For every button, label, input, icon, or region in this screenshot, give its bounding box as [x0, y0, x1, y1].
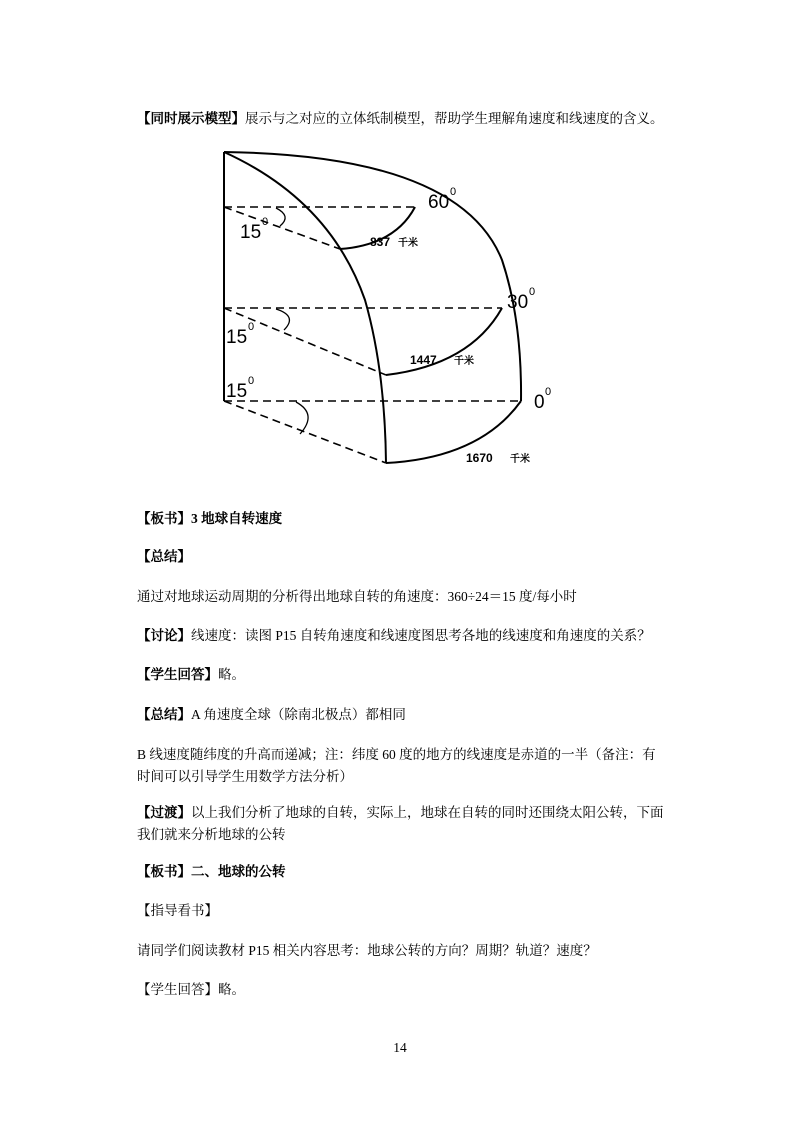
b5-text: 略。 [218, 667, 245, 682]
b5-tag: 【学生回答】 [137, 667, 218, 682]
dash-0-radius [224, 401, 386, 463]
b12-text: 略。 [218, 982, 245, 997]
b9-text: 二、地球的公转 [191, 864, 286, 879]
label-30: 30 [507, 292, 529, 313]
b9-tag: 【板书】 [137, 864, 191, 879]
dash-30-radius [224, 308, 386, 375]
label-0: 0 [534, 392, 545, 413]
intro-text: 展示与之对应的立体纸制模型，帮助学生理解角速度和线速度的含义。 [245, 111, 664, 126]
outer-arc [224, 152, 521, 401]
b4-tag: 【讨论】 [137, 628, 191, 643]
angular-speed-paragraph [137, 586, 577, 608]
angle-label-b: 15 [226, 327, 248, 348]
intro-tag: 【同时展示模型】 [137, 111, 245, 126]
intro-paragraph [137, 108, 664, 130]
angle-label-c: 15 [226, 381, 248, 402]
angle-label-a-degree: 0 [262, 216, 269, 228]
summary-b [137, 744, 667, 788]
reading-question [137, 940, 597, 962]
b1-tag: 【板书】 [137, 511, 191, 526]
b1-text: 3 地球自转速度 [191, 511, 283, 526]
summary-a [137, 704, 406, 726]
page-number: 14 [393, 1040, 407, 1055]
b12-tag: 【学生回答】 [137, 982, 218, 997]
board-heading-2 [137, 861, 286, 883]
student-answer-2 [137, 979, 245, 1001]
label-0-degree: 0 [545, 386, 552, 398]
label-30-degree: 0 [529, 286, 536, 298]
summary-heading [137, 546, 191, 568]
b7-text: B 线速度随纬度的升高而递减；注：纬度 60 度的地方的线速度是赤道的一半（备注：有时间可以引导学生用数学方法分析） [137, 747, 656, 784]
b8-text: 以上我们分析了地球的自转，实际上，地球在自转的同时还围绕太阳公转，下面我们就来分析地球的公转 [137, 805, 664, 842]
angle-mark-30 [276, 309, 289, 330]
b8-tag: 【过渡】 [137, 805, 191, 820]
angle-label-b-degree: 0 [248, 321, 255, 333]
student-answer-1 [137, 664, 245, 686]
angle-label-c-degree: 0 [248, 375, 255, 387]
b6-text: A 角速度全球（除南北极点）都相同 [191, 707, 406, 722]
label-60: 60 [428, 192, 450, 213]
b4-text: 线速度：读图 P15 自转角速度和线速度图思考各地的线速度和角速度的关系？ [191, 628, 651, 643]
angle-mark-60 [276, 208, 285, 226]
b3-text: 通过对地球运动周期的分析得出地球自转的角速度：360÷24＝15 度/每小时 [137, 589, 577, 604]
b6-tag: 【总结】 [137, 707, 191, 722]
guided-reading-heading [137, 900, 218, 922]
speed-30-value: 1447 [410, 353, 437, 367]
b11-text: 请同学们阅读教材 P15 相关内容思考：地球公转的方向？周期？轨道？速度？ [137, 943, 597, 958]
bottom-arc [386, 401, 521, 463]
speed-0-unit: 千米 [510, 454, 530, 465]
b2-tag: 【总结】 [137, 549, 191, 564]
arc-30 [386, 308, 502, 375]
board-heading-1 [137, 508, 282, 530]
discussion-paragraph [137, 625, 651, 647]
speed-60-unit: 千米 [398, 238, 418, 249]
speed-60-value: 837 [370, 235, 391, 249]
speed-0-value: 1670 [466, 451, 493, 465]
speed-30-unit: 千米 [454, 356, 474, 367]
b10-tag: 【指导看书】 [137, 903, 218, 918]
label-60-degree: 0 [450, 186, 457, 198]
transition-paragraph [137, 802, 667, 846]
angle-label-a: 15 [240, 222, 262, 243]
rotation-speed-figure [210, 140, 570, 480]
